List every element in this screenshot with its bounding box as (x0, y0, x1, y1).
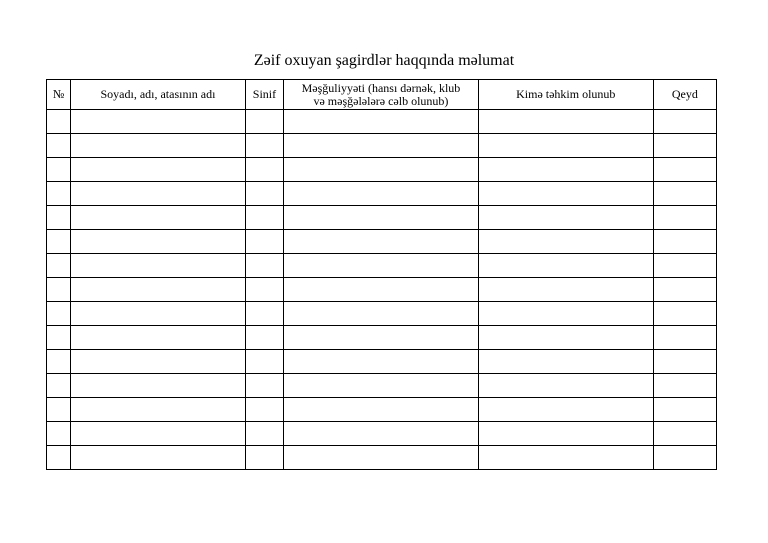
cell-assigned-to (478, 134, 653, 158)
cell-class (245, 110, 283, 134)
cell-class (245, 302, 283, 326)
table-row (47, 350, 717, 374)
cell-activity (284, 182, 479, 206)
cell-class (245, 446, 283, 470)
cell-class (245, 206, 283, 230)
cell-assigned-to (478, 182, 653, 206)
header-class: Sinif (245, 80, 283, 110)
cell-number (47, 110, 71, 134)
cell-full-name (71, 254, 246, 278)
cell-full-name (71, 230, 246, 254)
cell-note (653, 134, 716, 158)
cell-assigned-to (478, 206, 653, 230)
table-row (47, 110, 717, 134)
cell-activity (284, 398, 479, 422)
table-row (47, 206, 717, 230)
cell-activity (284, 350, 479, 374)
cell-number (47, 254, 71, 278)
cell-class (245, 230, 283, 254)
cell-note (653, 422, 716, 446)
table-body (47, 110, 717, 470)
table-row (47, 158, 717, 182)
cell-full-name (71, 278, 246, 302)
cell-note (653, 206, 716, 230)
cell-activity (284, 254, 479, 278)
cell-assigned-to (478, 446, 653, 470)
cell-number (47, 134, 71, 158)
cell-full-name (71, 326, 246, 350)
cell-full-name (71, 350, 246, 374)
cell-assigned-to (478, 302, 653, 326)
cell-assigned-to (478, 158, 653, 182)
cell-number (47, 398, 71, 422)
cell-note (653, 374, 716, 398)
cell-note (653, 110, 716, 134)
table-row (47, 182, 717, 206)
cell-assigned-to (478, 110, 653, 134)
cell-number (47, 302, 71, 326)
cell-note (653, 182, 716, 206)
cell-class (245, 398, 283, 422)
cell-full-name (71, 302, 246, 326)
header-activity-label: Məşğuliyyəti (hansı dərnək, klub və məşğələlərə cəlb olunub) (301, 80, 461, 108)
cell-assigned-to (478, 398, 653, 422)
cell-class (245, 326, 283, 350)
cell-assigned-to (478, 278, 653, 302)
cell-full-name (71, 422, 246, 446)
page-title: Zəif oxuyan şagirdlər haqqında məlumat (253, 52, 515, 69)
cell-activity (284, 278, 479, 302)
cell-class (245, 182, 283, 206)
cell-activity (284, 446, 479, 470)
cell-activity (284, 302, 479, 326)
table-row (47, 422, 717, 446)
cell-number (47, 350, 71, 374)
cell-full-name (71, 182, 246, 206)
table-row (47, 278, 717, 302)
cell-full-name (71, 446, 246, 470)
cell-number (47, 278, 71, 302)
table-row (47, 134, 717, 158)
table-row (47, 374, 717, 398)
cell-class (245, 158, 283, 182)
cell-full-name (71, 158, 246, 182)
cell-number (47, 422, 71, 446)
cell-note (653, 278, 716, 302)
table-row (47, 254, 717, 278)
cell-note (653, 350, 716, 374)
cell-assigned-to (478, 422, 653, 446)
cell-class (245, 278, 283, 302)
cell-activity (284, 158, 479, 182)
header-full-name: Soyadı, adı, atasının adı (71, 80, 246, 110)
cell-activity (284, 326, 479, 350)
cell-note (653, 398, 716, 422)
cell-full-name (71, 374, 246, 398)
cell-note (653, 326, 716, 350)
cell-activity (284, 230, 479, 254)
cell-number (47, 446, 71, 470)
cell-number (47, 230, 71, 254)
students-table (46, 79, 717, 470)
table-row (47, 302, 717, 326)
cell-number (47, 158, 71, 182)
cell-assigned-to (478, 374, 653, 398)
cell-note (653, 302, 716, 326)
cell-activity (284, 206, 479, 230)
header-activity (284, 80, 479, 110)
cell-assigned-to (478, 326, 653, 350)
cell-note (653, 254, 716, 278)
table-row (47, 326, 717, 350)
cell-number (47, 326, 71, 350)
table-row (47, 446, 717, 470)
cell-activity (284, 110, 479, 134)
cell-full-name (71, 134, 246, 158)
cell-activity (284, 374, 479, 398)
cell-activity (284, 134, 479, 158)
table-row (47, 398, 717, 422)
cell-number (47, 182, 71, 206)
cell-number (47, 374, 71, 398)
cell-class (245, 350, 283, 374)
cell-note (653, 230, 716, 254)
cell-class (245, 254, 283, 278)
table-header-row (47, 80, 717, 110)
header-assigned-to: Kimə təhkim olunub (478, 80, 653, 110)
cell-assigned-to (478, 254, 653, 278)
table-row (47, 230, 717, 254)
cell-assigned-to (478, 350, 653, 374)
cell-class (245, 422, 283, 446)
cell-class (245, 134, 283, 158)
cell-note (653, 446, 716, 470)
cell-assigned-to (478, 230, 653, 254)
cell-full-name (71, 206, 246, 230)
cell-activity (284, 422, 479, 446)
header-note: Qeyd (653, 80, 716, 110)
cell-full-name (71, 110, 246, 134)
cell-class (245, 374, 283, 398)
cell-note (653, 158, 716, 182)
cell-number (47, 206, 71, 230)
header-number: № (47, 80, 71, 110)
cell-full-name (71, 398, 246, 422)
